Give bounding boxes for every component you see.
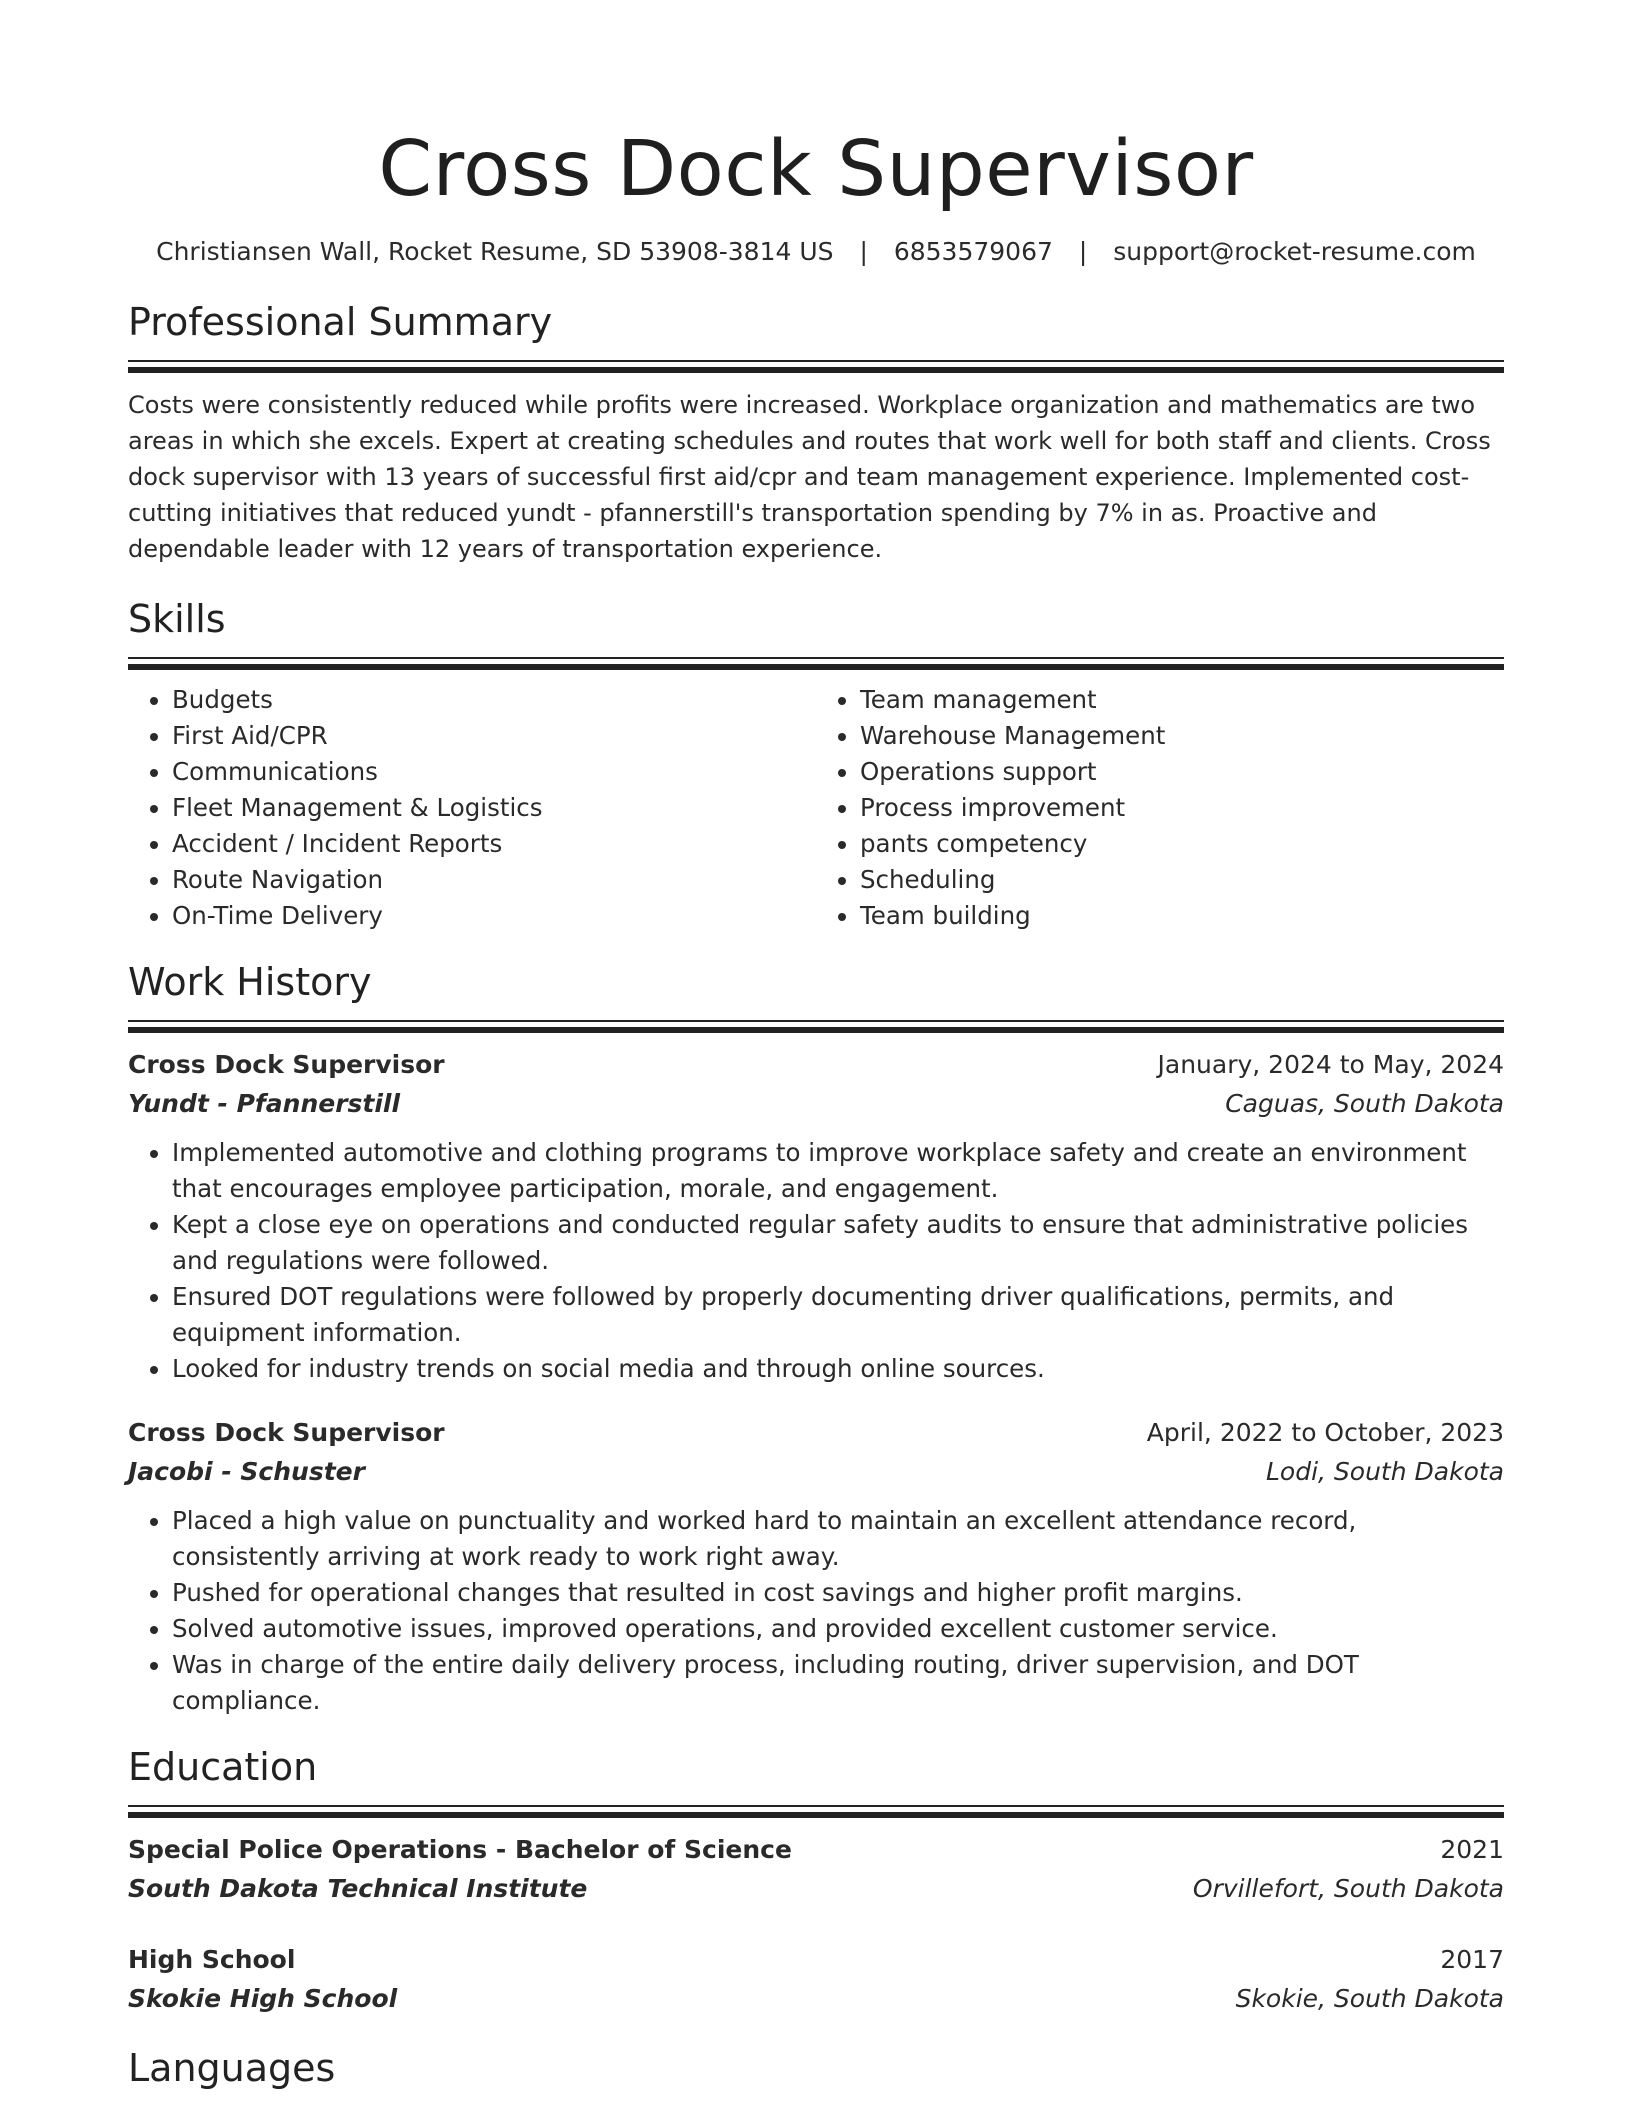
skills-list-right [816, 682, 1504, 934]
job-title: Cross Dock Supervisor [128, 1050, 445, 1079]
education-entry [128, 1940, 1504, 2018]
section-title-work-history: Work History [128, 960, 372, 1004]
skill-item: • Route Navigation [172, 862, 816, 898]
skill-item: • Process improvement [860, 790, 1504, 826]
job-bullet: • Looked for industry trends on social media and through online sources. [172, 1351, 1504, 1387]
education-school: South Dakota Technical Institute [128, 1874, 588, 1903]
skill-item: • Team management [860, 682, 1504, 718]
skill-item: • Operations support [860, 754, 1504, 790]
section-title-education: Education [128, 1745, 318, 1789]
job-header [128, 1413, 1504, 1453]
job-title: Cross Dock Supervisor [128, 1418, 445, 1447]
contact-separator: | [1078, 237, 1088, 266]
education-year: 2017 [1440, 1945, 1504, 1974]
section-divider [128, 1020, 1504, 1022]
job-bullet: • Implemented automotive and clothing programs to improve workplace safety and create an environment that encourages employee participation, morale, and engagement. [172, 1135, 1504, 1207]
section-title-summary: Professional Summary [128, 300, 553, 344]
job-company: Yundt - Pfannerstill [128, 1089, 401, 1118]
job-bullet: • Ensured DOT regulations were followed by properly documenting driver qualifications, permits, and equipment information. [172, 1279, 1504, 1351]
contact-email: support@rocket-resume.com [1113, 237, 1476, 266]
education-location: Orvillefort, South Dakota [1192, 1874, 1504, 1903]
section-divider [128, 367, 1504, 373]
resume-name: Cross Dock Supervisor [378, 125, 1254, 214]
section-title-languages: Languages [128, 2046, 336, 2090]
job-bullets [128, 1503, 1504, 1719]
skill-item: • Fleet Management & Logistics [172, 790, 816, 826]
job-bullet: • Was in charge of the entire daily delivery process, including routing, driver supervision, and DOT compliance. [172, 1647, 1504, 1719]
skill-item: • Warehouse Management [860, 718, 1504, 754]
section-divider [128, 1027, 1504, 1033]
job-header [128, 1045, 1504, 1085]
job-bullets [128, 1135, 1504, 1387]
job-bullet: • Pushed for operational changes that resulted in cost savings and higher profit margins. [172, 1575, 1504, 1611]
contact-separator: | [859, 237, 868, 266]
contact-phone: 6853579067 [893, 237, 1053, 266]
skill-item: • pants competency [860, 826, 1504, 862]
work-history-section [128, 958, 1504, 1719]
job-bullet: • Solved automotive issues, improved operations, and provided excellent customer service. [172, 1611, 1504, 1647]
education-entry [128, 1830, 1504, 1908]
education-subheader [128, 1870, 1504, 1908]
job-entry [128, 1413, 1504, 1719]
section-divider [128, 657, 1504, 659]
job-bullet: • Kept a close eye on operations and conducted regular safety audits to ensure that administrative policies and regulations were followed. [172, 1207, 1504, 1279]
skill-item: • Budgets [172, 682, 816, 718]
job-dates: April, 2022 to October, 2023 [1146, 1418, 1504, 1447]
education-school: Skokie High School [128, 1984, 398, 2013]
job-entry [128, 1045, 1504, 1387]
skill-item: • Team building [860, 898, 1504, 934]
section-divider [128, 1812, 1504, 1818]
languages-section [128, 2044, 1504, 2092]
education-header [128, 1940, 1504, 1980]
education-section [128, 1743, 1504, 2018]
summary-section [128, 298, 1504, 567]
education-year: 2021 [1440, 1835, 1504, 1864]
section-title-skills: Skills [128, 597, 226, 641]
skills-columns [128, 682, 1504, 934]
skill-item: • First Aid/CPR [172, 718, 816, 754]
education-location: Skokie, South Dakota [1235, 1984, 1504, 2013]
skill-item: • Accident / Incident Reports [172, 826, 816, 862]
job-company: Jacobi - Schuster [128, 1457, 365, 1486]
job-location: Lodi, South Dakota [1265, 1457, 1504, 1486]
education-degree: High School [128, 1945, 296, 1974]
education-degree: Special Police Operations - Bachelor of Science [128, 1835, 792, 1864]
job-subheader [128, 1453, 1504, 1491]
job-dates: January, 2024 to May, 2024 [1157, 1050, 1504, 1079]
job-subheader [128, 1085, 1504, 1123]
job-bullet: • Placed a high value on punctuality and worked hard to maintain an excellent attendance record, consistently arriving at work ready to work right away. [172, 1503, 1504, 1575]
contact-address: Christiansen Wall, Rocket Resume, SD 53908-3814 US [156, 237, 834, 266]
job-location: Caguas, South Dakota [1225, 1089, 1504, 1118]
skill-item: • Communications [172, 754, 816, 790]
skill-item: • On-Time Delivery [172, 898, 816, 934]
skill-item: • Scheduling [860, 862, 1504, 898]
skills-list-left [128, 682, 816, 934]
contact-line [128, 236, 1504, 268]
summary-text: Costs were consistently reduced while profits were increased. Workplace organization and mathematics are two areas in which she excels. Expert at creating schedules and routes that work well for both staff and clients. Cross dock supervisor with 13 years of successful first aid/cpr and team management experience. Implemented cost-cutting initiatives that reduced yundt - pfannerstill's transportation spending by 7% in as. Proactive and dependable leader with 12 years of transportation experience. [128, 391, 1491, 563]
section-divider [128, 360, 1504, 362]
section-divider [128, 1805, 1504, 1807]
skills-section [128, 595, 1504, 934]
education-header [128, 1830, 1504, 1870]
section-divider [128, 664, 1504, 670]
education-subheader [128, 1980, 1504, 2018]
